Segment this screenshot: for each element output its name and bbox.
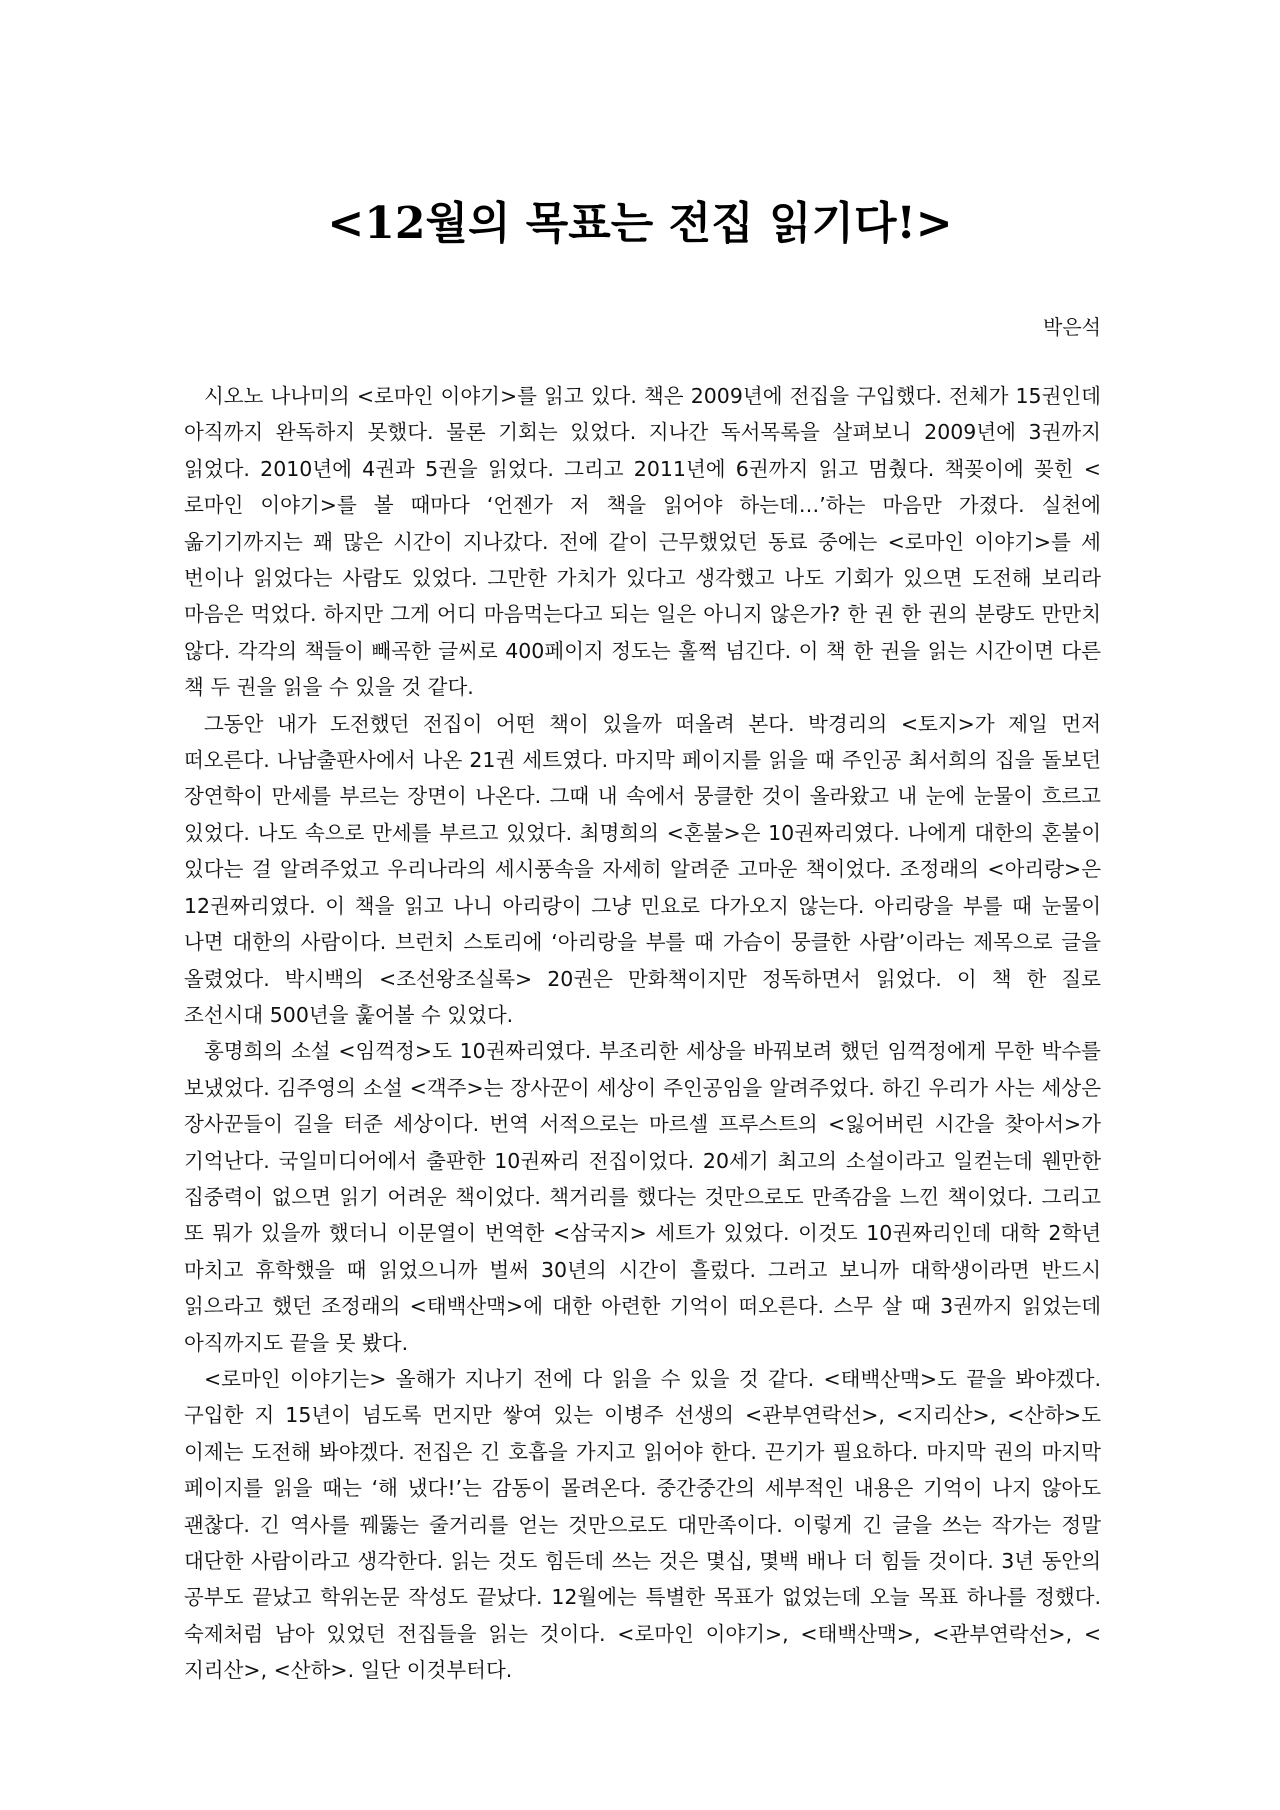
author-name: 박은석 — [1043, 315, 1101, 339]
body-paragraph: <로마인 이야기는> 올해가 지나기 전에 다 읽을 수 있을 것 같다. <태백산맥>도 끝을 봐야겠다. 구입한 지 15년이 넘도록 먼지만 쌓여 있는 이병주 선생의 <관부연락선>, <지리산>, <산하>도 이제는 도전해 봐야겠다. 전집은 긴 호흡을 가지고 읽어야 한다. 끈기가 필요하다. 마지막 권의 마지막 페이지를 읽을 때는 ‘해 냈다!’는 감동이 몰려온다. 중간중간의 세부적인 내용은 기억이 나지 않아도 괜찮다. 긴 역사를 꿰뚫는 줄거리를 얻는 것만으로도 대만족이다. 이렇게 긴 글을 쓰는 작가는 정말 대단한 사람이라고 생각한다. 읽는 것도 힘든데 쓰는 것은 몇십, 몇백 배나 더 힘들 것이다. 3년 동안의 공부도 끝났고 학위논문 작성도 끝났다. 12월에는 특별한 목표가 없었는데 오늘 목표 하나를 정했다. 숙제처럼 남아 있었던 전집들을 읽는 것이다. <로마인 이야기>, <태백산맥>, <관부연락선>, <지리산>, <산하>. 일단 이것부터다. — [184, 1366, 1101, 1683]
document-title: <12월의 목표는 전집 읽기다!> — [327, 198, 953, 249]
body-paragraph: 시오노 나나미의 <로마인 이야기>를 읽고 있다. 책은 2009년에 전집을 구입했다. 전체가 15권인데 아직까지 완독하지 못했다. 물론 기회는 있었다. 지나간 독서목록을 살펴보니 2009년에 3권까지 읽었다. 2010년에 4권과 5권을 읽었다. 그리고 2011년에 6권까지 읽고 멈췄다. 책꽂이에 꽂힌 <로마인 이야기>를 볼 때마다 ‘언젠가 저 책을 읽어야 하는데…’하는 마음만 가졌다. 실천에 옮기기까지는 꽤 많은 시간이 지나갔다. 전에 같이 근무했었던 동료 중에는 <로마인 이야기>를 세 번이나 읽었다는 사람도 있었다. 그만한 가치가 있다고 생각했고 나도 기회가 있으면 도전해 보리라 마음은 먹었다. 하지만 그게 어디 마음먹는다고 되는 일은 아니지 않은가? 한 권 한 권의 분량도 만만치 않다. 각각의 책들이 빼곡한 글씨로 400페이지 정도는 훌쩍 넘긴다. 이 책 한 권을 읽는 시간이면 다른 책 두 권을 읽을 수 있을 것 같다. — [184, 384, 1101, 700]
body-paragraph: 그동안 내가 도전했던 전집이 어떤 책이 있을까 떠올려 본다. 박경리의 <토지>가 제일 먼저 떠오른다. 나남출판사에서 나온 21권 세트였다. 마지막 페이지를 읽을 때 주인공 최서희의 집을 돌보던 장연학이 만세를 부르는 장면이 나온다. 그때 내 속에서 뭉클한 것이 올라왔고 내 눈에 눈물이 흐르고 있었다. 나도 속으로 만세를 부르고 있었다. 최명희의 <혼불>은 10권짜리였다. 나에게 대한의 혼불이 있다는 걸 알려주었고 우리나라의 세시풍속을 자세히 알려준 고마운 책이었다. 조정래의 <아리랑>은 12권짜리였다. 이 책을 읽고 나니 아리랑이 그냥 민요로 다가오지 않는다. 아리랑을 부를 때 눈물이 나면 대한의 사람이다. 브런치 스토리에 ‘아리랑을 부를 때 가슴이 뭉클한 사람’이라는 제목으로 글을 올렸었다. 박시백의 <조선왕조실록> 20권은 만화책이지만 정독하면서 읽었다. 이 책 한 질로 조선시대 500년을 훑어볼 수 있었다. — [184, 711, 1101, 1027]
document-body — [184, 378, 1101, 1689]
body-paragraph: 홍명희의 소설 <임꺽정>도 10권짜리였다. 부조리한 세상을 바꿔보려 했던 임꺽정에게 무한 박수를 보냈었다. 김주영의 소설 <객주>는 장사꾼이 세상이 주인공임을 알려주었다. 하긴 우리가 사는 세상은 장사꾼들이 길을 터준 세상이다. 번역 서적으로는 마르셀 프루스트의 <잃어버린 시간을 찾아서>가 기억난다. 국일미디어에서 출판한 10권짜리 전집이었다. 20세기 최고의 소설이라고 일컫는데 웬만한 집중력이 없으면 읽기 어려운 책이었다. 책거리를 했다는 것만으로도 만족감을 느낀 책이었다. 그리고 또 뭐가 있을까 했더니 이문열이 번역한 <삼국지> 세트가 있었다. 이것도 10권짜리인데 대학 2학년 마치고 휴학했을 때 읽었으니까 벌써 30년의 시간이 흘렀다. 그러고 보니까 대학생이라면 반드시 읽으라고 했던 조정래의 <태백산맥>에 대한 아련한 기억이 떠오른다. 스무 살 때 3권까지 읽었는데 아직까지도 끝을 못 봤다. — [184, 1039, 1101, 1355]
